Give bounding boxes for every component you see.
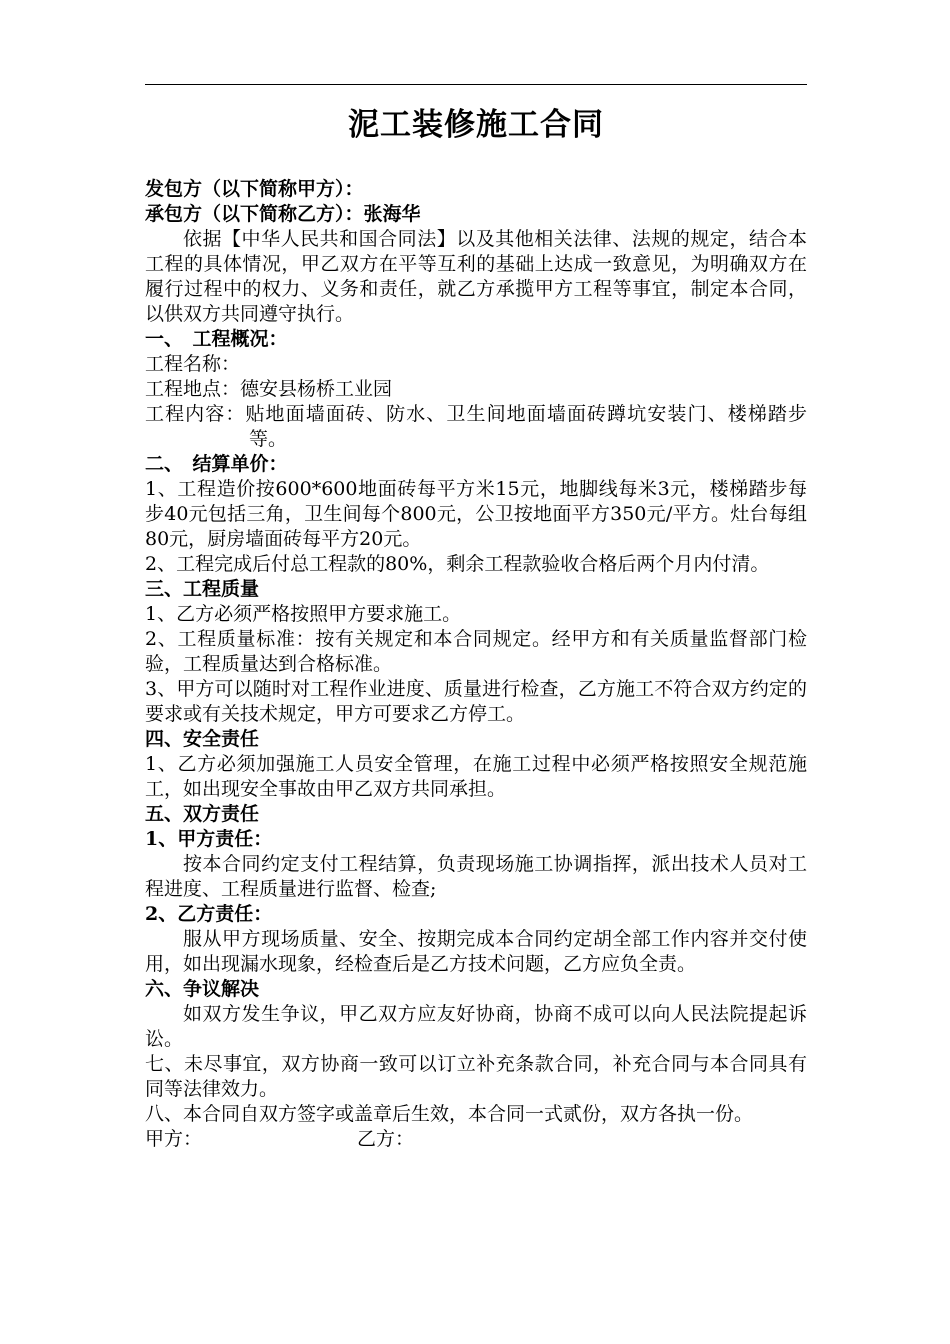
signature-party-a: 甲方： bbox=[145, 1128, 203, 1150]
section-1-title: 一、 工程概况： bbox=[145, 328, 288, 350]
section-5-title: 五、双方责任 bbox=[145, 803, 260, 825]
party-a-duty-text: 按本合同约定支付工程结算，负责现场施工协调指挥，派出技术人员对工程进度、工程质量进行监督、检查; bbox=[145, 853, 807, 900]
section-6-title: 六、争议解决 bbox=[145, 978, 260, 1000]
section-3-title: 三、工程质量 bbox=[145, 578, 260, 600]
signature-line bbox=[145, 1127, 807, 1152]
contract-page bbox=[145, 84, 807, 1152]
section-7-text: 七、未尽事宜，双方协商一致可以订立补充条款合同，补充合同与本合同具有同等法律效力。 bbox=[145, 1053, 807, 1100]
section-6-text: 如双方发生争议，甲乙双方应友好协商，协商不成可以向人民法院提起诉讼。 bbox=[145, 1003, 807, 1050]
signature-party-b: 乙方： bbox=[357, 1128, 415, 1150]
party-b-duty-text: 服从甲方现场质量、安全、按期完成本合同约定胡全部工作内容并交付使用，如出现漏水现象，经检查后是乙方技术问题，乙方应负全责。 bbox=[145, 928, 807, 975]
preamble: 依据【中华人民共和国合同法】以及其他相关法律、法规的规定，结合本工程的具体情况，甲乙双方在平等互利的基础上达成一致意见，为明确双方在履行过程中的权力、义务和责任，就乙方承揽甲方工程等事宜，制定本合同，以供双方共同遵守执行。 bbox=[145, 228, 807, 325]
section-3-item-1: 1、乙方必须严格按照甲方要求施工。 bbox=[145, 603, 462, 625]
section-4-item-1: 1、乙方必须加强施工人员安全管理，在施工过程中必须严格按照安全规范施工，如出现安全事故由甲乙双方共同承担。 bbox=[145, 753, 807, 800]
section-3-item-2: 2、工程质量标准：按有关规定和本合同规定。经甲方和有关质量监督部门检验，工程质量达到合格标准。 bbox=[145, 628, 807, 675]
project-location: 工程地点：德安县杨桥工业园 bbox=[145, 378, 393, 400]
party-a-line: 发包方（以下简称甲方）： bbox=[145, 178, 364, 200]
header-rule bbox=[145, 84, 807, 85]
project-name: 工程名称： bbox=[145, 353, 241, 375]
section-8-text: 八、本合同自双方签字或盖章后生效，本合同一式贰份，双方各执一份。 bbox=[145, 1103, 754, 1125]
section-2-item-2: 2、工程完成后付总工程款的80%，剩余工程款验收合格后两个月内付清。 bbox=[145, 553, 770, 575]
section-2-title: 二、 结算单价： bbox=[145, 453, 288, 475]
section-2-item-1: 1、工程造价按600*600地面砖每平方米15元，地脚线每米3元，楼梯踏步每步40元包括三角，卫生间每个800元，公卫按地面平方350元/平方。灶台每组80元，厨房墙面砖每平方20元。 bbox=[145, 478, 807, 550]
page-title: 泥工装修施工合同 bbox=[348, 107, 604, 143]
section-3-item-3: 3、甲方可以随时对工程作业进度、质量进行检查，乙方施工不符合双方约定的要求或有关技术规定，甲方可要求乙方停工。 bbox=[145, 678, 807, 725]
party-b-duty-title: 2、乙方责任： bbox=[145, 903, 273, 925]
party-b-line: 承包方（以下简称乙方）：张海华 bbox=[145, 203, 421, 225]
section-4-title: 四、安全责任 bbox=[145, 728, 260, 750]
project-content: 工程内容：贴地面墙面砖、防水、卫生间地面墙面砖蹲坑安装门、楼梯踏步等。 bbox=[145, 403, 807, 450]
party-a-duty-title: 1、甲方责任： bbox=[145, 828, 273, 850]
